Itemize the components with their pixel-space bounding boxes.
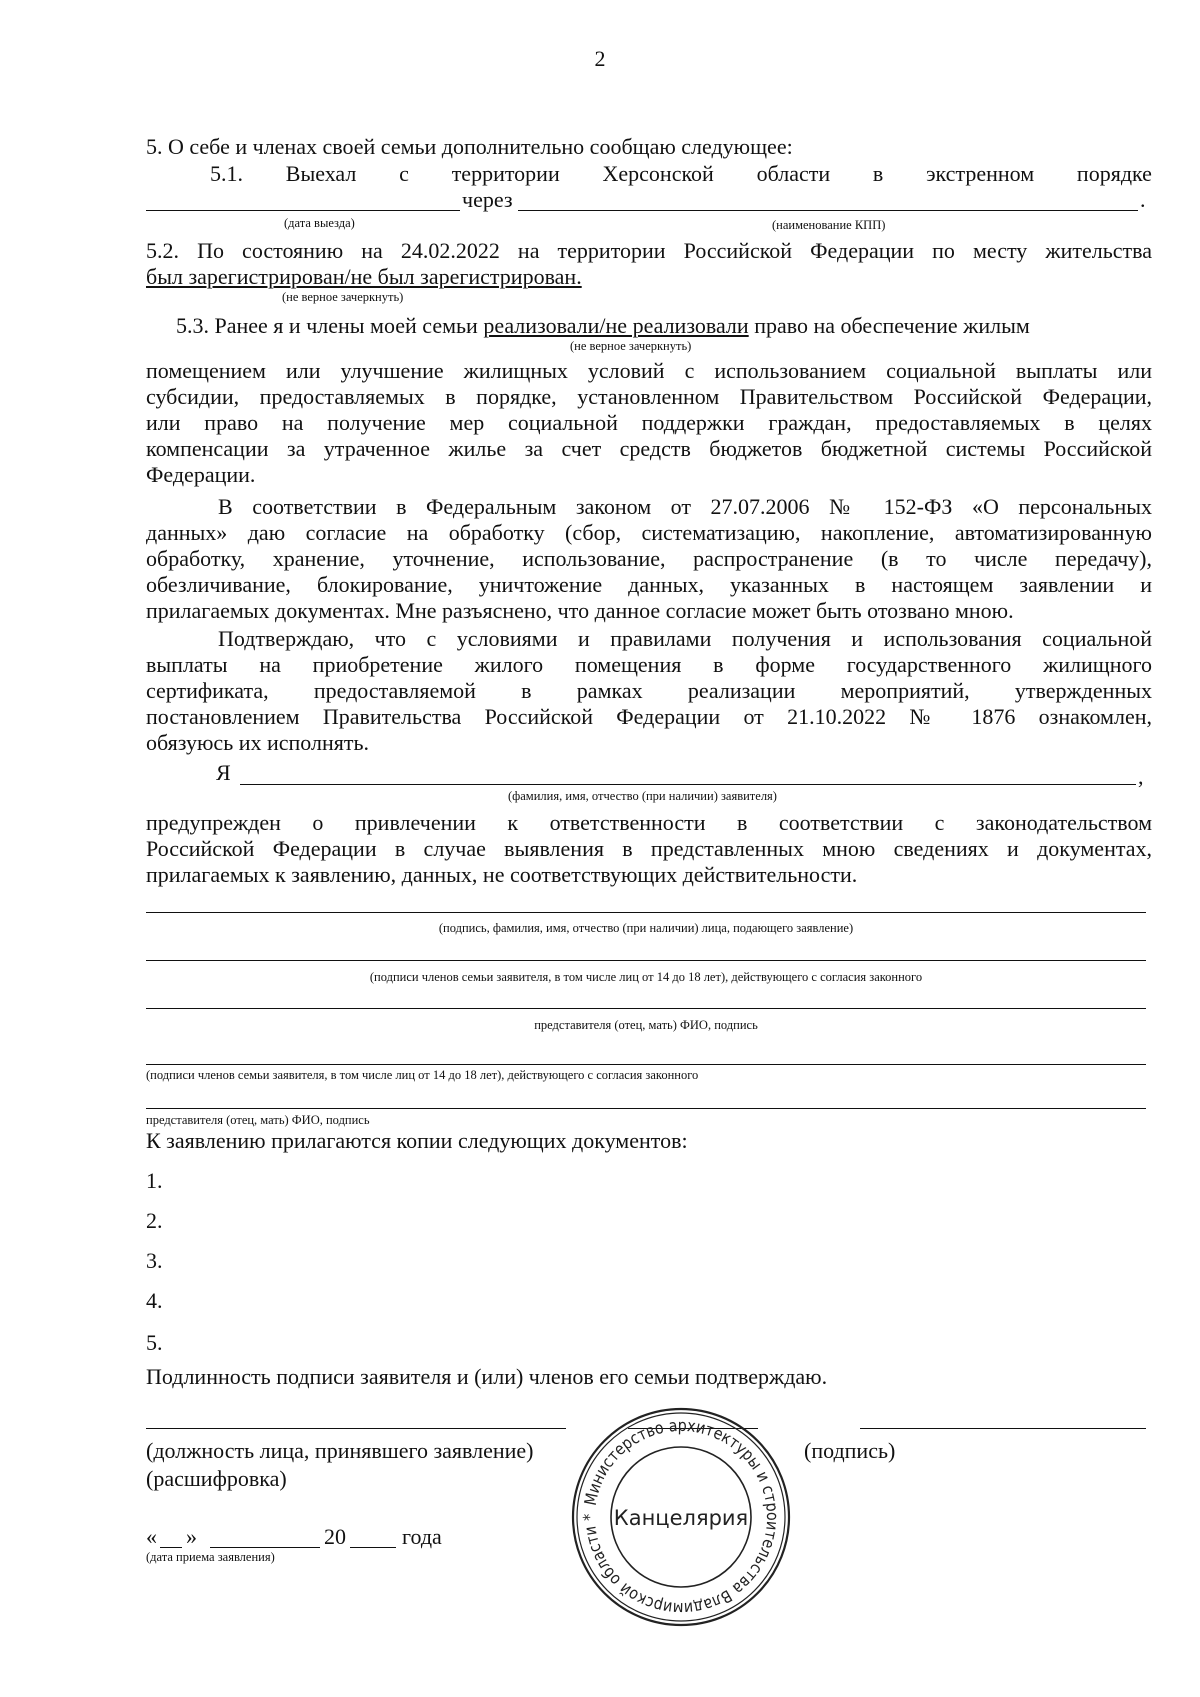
p51-word: Выехал [285,161,357,186]
date-open-quote: « [146,1524,157,1549]
confirm-line: постановлением Правительства Российской Федерации от 21.10.2022 № 1876 ознакомлен, [146,704,1152,729]
ya-comma: , [1138,764,1144,789]
warning-line: Российской Федерации в случае выявления в представленных мною сведениях и документах, [146,836,1152,861]
date-day-field-line[interactable] [160,1547,182,1548]
family-signature-line-2[interactable] [146,1008,1146,1009]
caption-family-signature-2: представителя (отец, мать) ФИО, подпись [534,1018,758,1032]
date-month-field-line[interactable] [210,1547,320,1548]
consent-line: обработку, хранение, уточнение, использование, распространение (в то числе передачу), [146,546,1152,571]
authenticity-statement: Подлинность подписи заявителя и (или) членов его семьи подтверждаю. [146,1364,828,1389]
caption-decoding: (расшифровка) [146,1466,287,1491]
confirm-last-line: обязуюсь их исполнять. [146,730,370,755]
family-signature-line-4[interactable] [146,1108,1146,1109]
p51-word: в [872,161,884,186]
caption-signature: (подпись) [804,1438,896,1463]
caption-family-signature-3: (подписи членов семьи заявителя, в том числе лиц от 14 до 18 лет), действующего с согласия законного [146,1068,699,1082]
exit-date-field-line[interactable] [146,210,460,211]
warning-last-line: прилагаемых к заявлению, данных, не соответствующих действительности. [146,862,858,887]
family-signature-line-1[interactable] [146,960,1146,961]
confirm-line: выплаты на приобретение жилого помещения в форме государственного жилищного [146,652,1152,677]
caption-checkpoint: (наименование КПП) [772,218,886,232]
applicant-signature-line[interactable] [146,912,1146,913]
paragraph-5-3-line: субсидии, предоставляемых в порядке, установленном Правительством Российской Федерации, [146,384,1152,409]
position-field-line[interactable] [146,1428,566,1429]
p51-word: с [399,161,409,186]
p51-word: Херсонской [602,161,714,186]
ya-label: Я [216,760,231,785]
paragraph-5-3-first-line [176,313,1030,339]
section-5-intro: 5. О себе и членах своей семьи дополнительно сообщаю следующее: [146,134,793,159]
p51-period: . [1140,187,1146,212]
decoding-field-line[interactable] [860,1428,1146,1429]
applicant-fio-field-line[interactable] [240,784,1136,785]
confirm-line: Подтверждаю, что с условиями и правилами получения и использования социальной [218,626,1152,651]
p51-word: территории [451,161,560,186]
paragraph-5-3-line: или право на получение мер социальной поддержки граждан, предоставляемых в целях [146,410,1152,435]
attachments-title: К заявлению прилагаются копии следующих документов: [146,1128,688,1153]
stamp-center-text: Канцелярия [613,1506,749,1530]
caption-family-signature-1: (подписи членов семьи заявителя, в том числе лиц от 14 до 18 лет), действующего с согласия законного [369,970,923,984]
date-year-prefix: 20 [324,1524,346,1549]
p51-through: через [462,187,513,212]
caption-date-received: (дата приема заявления) [146,1550,275,1564]
consent-line: обезличивание, блокирование, уничтожение данных, указанных в настоящем заявлении и [146,572,1152,597]
date-year-field-line[interactable] [350,1547,396,1548]
consent-last-line: прилагаемых документах. Мне разъяснено, что данное согласие может быть отозвано мною. [146,598,1014,623]
p53-start: 5.3. Ранее я и члены моей семьи [176,313,484,338]
date-year-word: года [402,1524,442,1549]
attachment-item: 2. [146,1208,163,1233]
p51-word: 5.1. [210,161,243,186]
office-stamp [568,1404,794,1630]
confirm-line: сертификата, предоставляемой в рамках реализации мероприятий, утвержденных [146,678,1152,703]
caption-exit-date: (дата выезда) [284,216,355,230]
caption-family-signature-4: представителя (отец, мать) ФИО, подпись [146,1113,370,1127]
date-close-quote: » [186,1524,197,1549]
consent-line: В соответствии в Федеральным законом от 27.07.2006 № 152-ФЗ «О персональных [218,494,1152,519]
caption-strike-out-1: (не верное зачеркнуть) [282,290,404,304]
p51-word: порядке [1076,161,1152,186]
stamp-ring-textpath: Министерство архитектуры и строительства Владимирской области * [579,1415,783,1619]
paragraph-5-3-line: помещением или улучшение жилищных условий с использованием социальной выплаты или [146,358,1152,383]
caption-strike-out-2: (не верное зачеркнуть) [570,339,692,353]
page-number: 2 [594,46,606,71]
p53-options: реализовали/не реализовали [483,313,749,338]
consent-line: данных» даю согласие на обработку (сбор, систематизацию, накопление, автоматизированную [146,520,1152,545]
attachment-item: 4. [146,1288,163,1313]
family-signature-line-3[interactable] [146,1064,1146,1065]
paragraph-5-1 [146,161,1152,187]
attachment-item: 3. [146,1248,163,1273]
paragraph-5-3-line: компенсации за утраченное жилье за счет средств бюджетов бюджетной системы Российской [146,436,1152,461]
paragraph-5-2-options: был зарегистрирован/не был зарегистрирован. [146,264,582,289]
p51-word: области [756,161,831,186]
attachment-item: 1. [146,1168,163,1193]
warning-line: предупрежден о привлечении к ответственности в соответствии с законодательством [146,810,1152,835]
caption-applicant-signature: (подпись, фамилия, имя, отчество (при наличии) лица, подающего заявление) [438,921,854,935]
caption-position: (должность лица, принявшего заявление) [146,1438,534,1463]
p51-word: экстренном [926,161,1035,186]
checkpoint-field-line[interactable] [518,210,1138,211]
p53-end: право на обеспечение жилым [748,313,1030,338]
paragraph-5-2-line-1: 5.2. По состоянию на 24.02.2022 на территории Российской Федерации по месту жительства [146,238,1152,263]
paragraph-5-3-last: Федерации. [146,462,256,487]
caption-applicant-fio: (фамилия, имя, отчество (при наличии) заявителя) [508,789,777,803]
attachment-item: 5. [146,1330,163,1355]
